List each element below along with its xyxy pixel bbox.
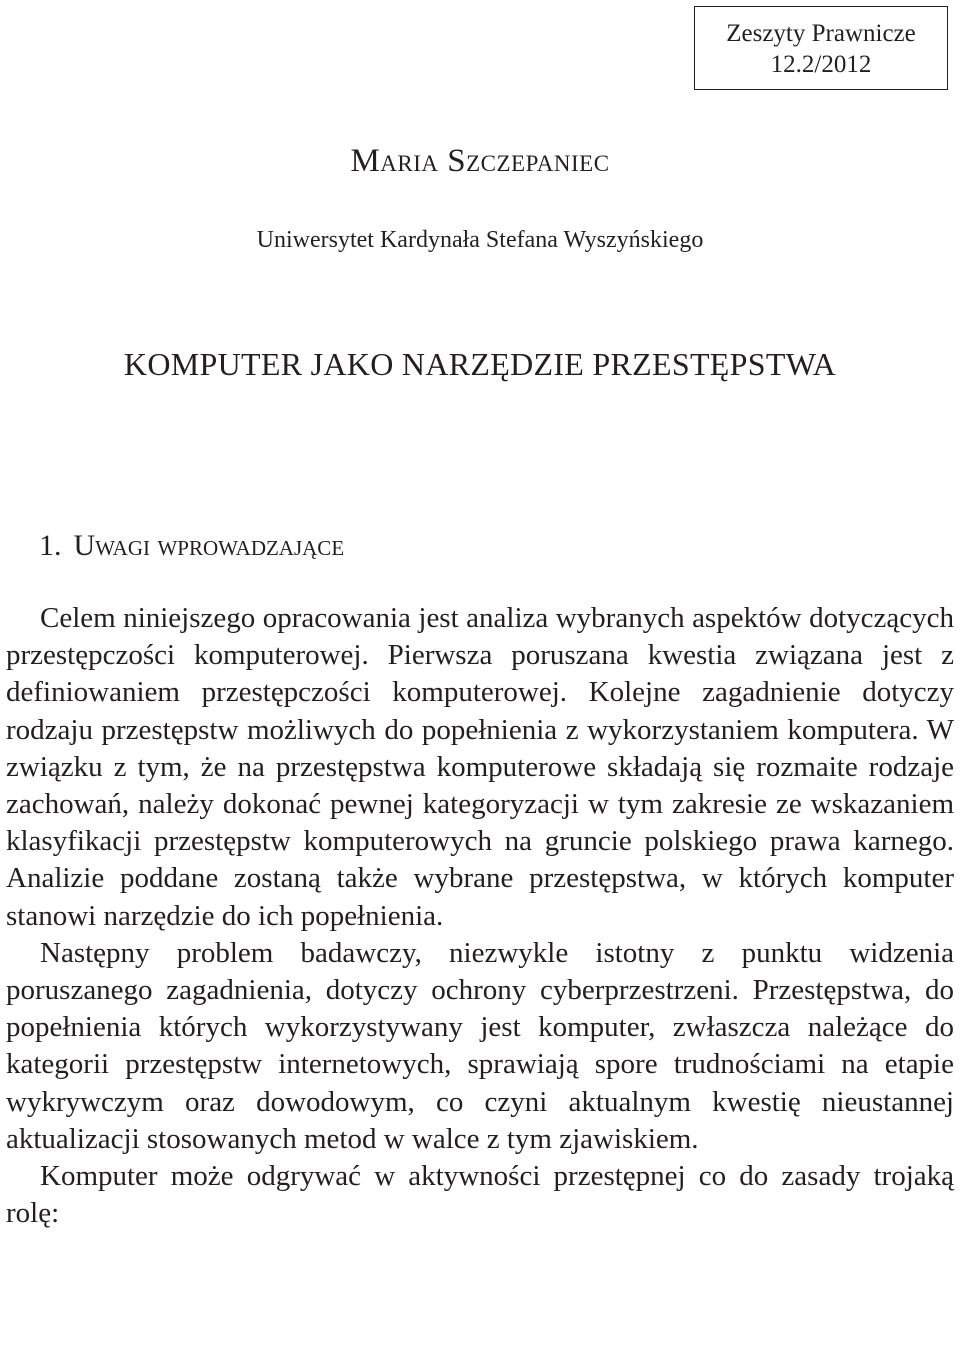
- author-name: Maria Szczepaniec: [350, 143, 610, 179]
- journal-issue: 12.2/2012: [770, 51, 872, 78]
- body-paragraph: Celem niniejszego opracowania jest analiza wybranych aspektów dotyczących przestępczości komputerowej. Pierwsza poruszana kwestia związana jest z definiowaniem przestępczości komputerowej. Kolejne zagadnienie dotyczy rodzaju przestępstw możliwych do popełnienia z wykorzystaniem komputera. W związku z tym, że na przestępstwa komputerowe składają się rozmaite rodzaje zachowań, należy dokonać pewnej kategoryzacji w tym zakresie ze wskazaniem klasyfikacji przestępstw komputerowych na gruncie polskiego prawa karnego. Analizie poddane zostaną także wybrane przestępstwa, w których komputer stanowi narzędzie do ich popełnienia.: [6, 602, 954, 932]
- section-title: Uwagi wprowadzające: [73, 529, 345, 562]
- section-number: 1.: [39, 529, 62, 562]
- article-body: [6, 600, 954, 1232]
- body-paragraph: Komputer może odgrywać w aktywności przestępnej co do zasady trojaką rolę:: [6, 1160, 954, 1230]
- body-paragraph: Następny problem badawczy, niezwykle istotny z punktu widzenia poruszanego zagadnienia, dotyczy ochrony cyberprzestrzeni. Przestępstwa, do popełnienia których wykorzystywany jest komputer, zwłaszcza należące do kategorii przestępstw internetowych, sprawiają spore trudnościami na etapie wykrywczym oraz dowodowym, co czyni aktualnym kwestię nieustannej aktualizacji stosowanych metod w walce z tym zjawiskiem.: [6, 936, 954, 1155]
- journal-name: Zeszyty Prawnicze: [726, 20, 916, 47]
- section-heading: [39, 529, 344, 563]
- journal-info-box: [694, 6, 948, 90]
- author-affiliation: Uniwersytet Kardynała Stefana Wyszyńskiego: [256, 227, 704, 253]
- article-title: KOMPUTER JAKO NARZĘDZIE PRZESTĘPSTWA: [123, 346, 837, 382]
